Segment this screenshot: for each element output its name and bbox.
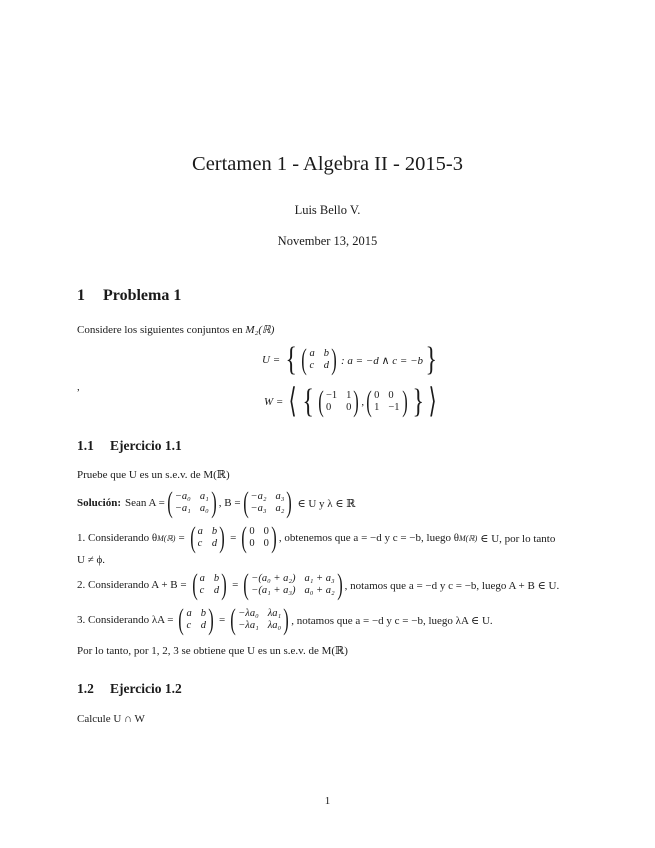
step-1 [77, 521, 556, 554]
step-subscript: M(ℝ) [157, 533, 176, 543]
section-intro [77, 323, 274, 337]
document-date: November 13, 2015 [277, 234, 378, 248]
matrix-a: ( −a₀ a₁ −a₁ a₀ ) [167, 486, 217, 519]
left-brace: { [302, 383, 314, 420]
step2-matrix-1: ( a b c d ) [191, 568, 227, 601]
subsection-heading [77, 681, 182, 697]
solution-text: , B = [218, 497, 241, 509]
step3-matrix-1: ( a b c d ) [178, 603, 214, 636]
subsection-title: Ejercicio 1.2 [110, 681, 182, 696]
step-text: ∈ U, por lo tanto [480, 532, 556, 545]
solution-line [77, 486, 356, 519]
section-title: Problema 1 [103, 287, 182, 304]
right-brace: } [425, 341, 437, 378]
step-text: 1. Considerando θ [77, 532, 158, 544]
matrix-b: ( −a₂ a₃ −a₃ a₂ ) [242, 486, 293, 519]
subsection-number: 1.1 [77, 438, 94, 453]
step-text: 3. Considerando λA = [77, 614, 174, 626]
solution-text: Sean A = [125, 497, 165, 509]
subsection-title: Ejercicio 1.1 [110, 438, 182, 453]
subsection-number: 1.2 [77, 681, 94, 696]
solution-text: ∈ U y λ ∈ ℝ [297, 497, 356, 510]
section-number: 1 [77, 287, 85, 304]
solution-label: Solución: [77, 497, 122, 509]
step-text: = [230, 532, 237, 544]
left-brace: { [285, 341, 298, 378]
set-w-equation: W = ⟨ { ( −1 1 0 0 ) , ( 0 0 1 −1 ) } ⟩ [264, 383, 437, 420]
exercise-prompt: Pruebe que U es un s.e.v. de M(ℝ) [77, 469, 230, 481]
step1-matrix-2: ( 0 0 0 0 ) [241, 521, 277, 554]
page-number: 1 [324, 795, 331, 807]
subsection-heading [77, 438, 182, 454]
step3-matrix-2: ( −λa₀ λa₁ −λa₁ λa₀ ) [230, 603, 289, 636]
step-text: , notamos que a = −d y c = −b, luego λA ∈ U. [291, 614, 493, 627]
document-title: Certamen 1 - Algebra II - 2015-3 [192, 153, 463, 175]
separator-comma: , [77, 381, 80, 393]
step-subscript: M(ℝ) [458, 533, 478, 543]
set-u-equation [262, 341, 439, 378]
document-author: Luis Bello V. [294, 203, 361, 217]
right-brace: } [411, 383, 424, 420]
left-angle: ⟨ [288, 383, 297, 420]
set-u-condition: : a = −d ∧ c = −b [340, 354, 423, 367]
exercise-prompt: Calcule U ∩ W [77, 713, 145, 725]
step-2 [77, 568, 560, 601]
intro-math: M₂(ℝ) [245, 324, 275, 336]
section-heading [77, 287, 181, 305]
step-text: , notamos que a = −d y c = −b, luego A + B ∈ U. [344, 579, 560, 592]
set-u-lhs: U = [262, 354, 281, 366]
step-1-continuation: U ≠ ϕ. [77, 554, 106, 566]
right-angle: ⟩ [428, 383, 437, 420]
conclusion: Por lo tanto, por 1, 2, 3 se obtiene que U es un s.e.v. de M(ℝ) [77, 645, 348, 657]
set-w-lhs: W = [264, 396, 284, 408]
intro-text: Considere los siguientes conjuntos en [77, 324, 246, 336]
step-text: , obtenemos que a = −d y c = −b, luego θ [278, 532, 459, 544]
step-3 [77, 603, 493, 636]
step-text: = [218, 614, 226, 626]
step-text: = [232, 579, 239, 591]
step1-matrix-1: ( a b c d ) [189, 521, 225, 554]
step2-matrix-2: ( −(a₀ + a₂) a₁ + a₃ −(a₁ + a₃) a₀ + a₂ ) [243, 568, 343, 601]
set-u-matrix: ( a b c d ) [301, 343, 337, 376]
set-w-matrix-1: ( −1 1 0 0 ) [318, 385, 360, 418]
step-text: 2. Considerando A + B = [77, 579, 187, 591]
step-text: = [178, 532, 185, 544]
set-w-matrix-2: ( 0 0 1 −1 ) [366, 385, 408, 418]
